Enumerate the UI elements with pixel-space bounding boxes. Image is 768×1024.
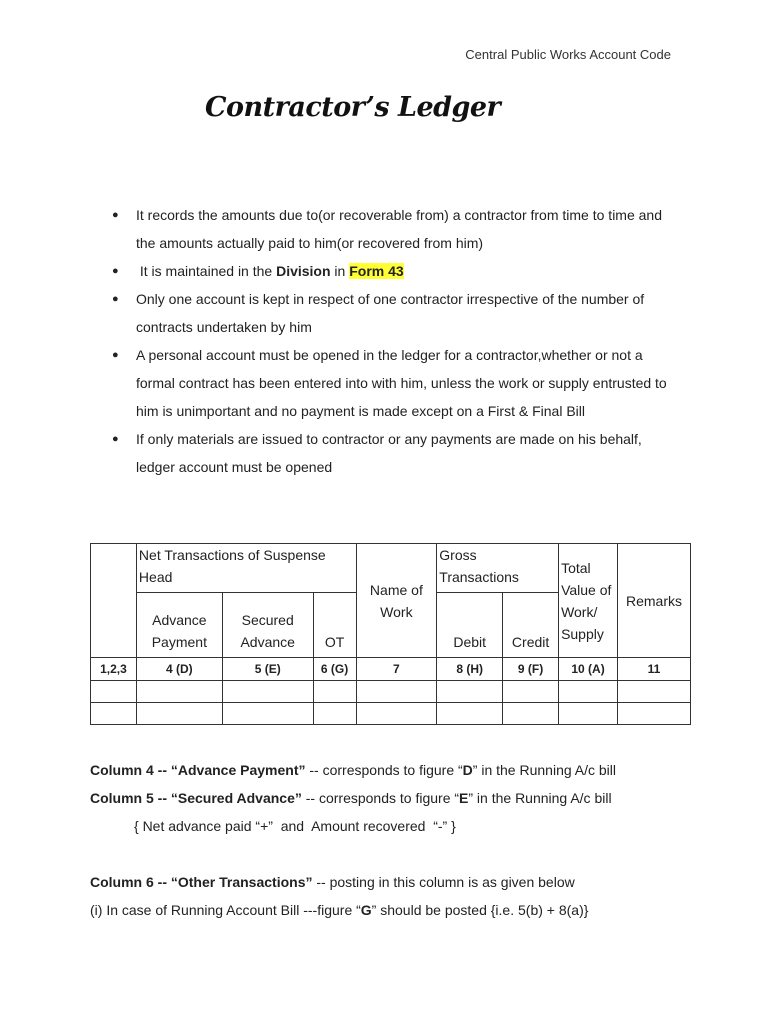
empty-cell	[313, 703, 356, 725]
document-source-header: Central Public Works Account Code	[465, 47, 671, 62]
column-notes	[90, 756, 710, 924]
empty-cell	[618, 681, 691, 703]
note-text: (i) In case of Running Account Bill ---figure “	[90, 902, 361, 918]
header-suspense-group: Net Transactions of Suspense Head	[136, 544, 356, 593]
column-number: 8 (H)	[437, 658, 503, 681]
bullet-text: in	[330, 263, 350, 279]
note-text: ” in the Running A/c bill	[468, 790, 612, 806]
column-number: 10 (A)	[559, 658, 618, 681]
header-credit: Credit	[503, 593, 559, 658]
header-secured-advance: Secured Advance	[222, 593, 313, 658]
note-column-4	[90, 756, 710, 784]
header-debit: Debit	[437, 593, 503, 658]
header-gross-group: Gross Transactions	[437, 544, 559, 593]
page-title: Contractor’s Ledger	[205, 92, 501, 123]
note-label: Column 6 -- “Other Transactions”	[90, 874, 313, 890]
column-number: 9 (F)	[503, 658, 559, 681]
column-number-row	[91, 658, 691, 681]
note-text: -- corresponds to figure “	[305, 762, 463, 778]
empty-cell	[559, 703, 618, 725]
header-total-value: Total Value of Work/ Supply	[559, 544, 618, 658]
table-row	[91, 703, 691, 725]
bullet-text: It records the amounts due to(or recoverable from) a contractor from time to time and the amounts actually paid to him(or recovered from him)	[136, 207, 662, 251]
bullet-list	[112, 201, 682, 481]
note-label: Column 5 -- “Secured Advance”	[90, 790, 302, 806]
column-number: 11	[618, 658, 691, 681]
note-figure: G	[360, 902, 372, 918]
empty-cell	[437, 681, 503, 703]
header-ot: OT	[313, 593, 356, 658]
bullet-text: It is maintained in the	[136, 263, 277, 279]
column-number: 1,2,3	[91, 658, 137, 681]
table-row	[91, 681, 691, 703]
bullet-item	[112, 201, 682, 257]
note-item-1	[90, 896, 710, 924]
header-advance-payment: Advance Payment	[136, 593, 222, 658]
highlighted-form-number: Form 43	[349, 263, 404, 279]
note-text: ” should be posted {i.e. 5(b) + 8(a)}	[371, 902, 589, 918]
bullet-text: A personal account must be opened in the ledger for a contractor,whether or not a formal contract has been entered into with him, unless the work or supply entrusted to him is unimportant and no payment is made except on a First & Final Bill	[136, 347, 667, 419]
empty-cell	[91, 681, 137, 703]
empty-cell	[222, 703, 313, 725]
note-figure: D	[462, 762, 473, 778]
column-number: 5 (E)	[222, 658, 313, 681]
note-text: -- posting in this column is as given below	[312, 874, 575, 890]
empty-cell	[437, 703, 503, 725]
note-label: Column 4 -- “Advance Payment”	[90, 762, 306, 778]
note-text: -- corresponds to figure “	[301, 790, 460, 806]
note-text: ” in the Running A/c bill	[472, 762, 616, 778]
empty-cell	[503, 703, 559, 725]
empty-cell	[356, 681, 437, 703]
header-remarks: Remarks	[618, 544, 691, 658]
column-number: 6 (G)	[313, 658, 356, 681]
empty-cell	[136, 681, 222, 703]
bullet-text: Only one account is kept in respect of one contractor irrespective of the number of contracts undertaken by him	[136, 291, 645, 335]
note-figure: E	[459, 790, 469, 806]
column-number: 7	[356, 658, 437, 681]
empty-cell	[356, 703, 437, 725]
header-name-of-work: Name of Work	[356, 544, 437, 658]
ledger-table	[90, 543, 691, 725]
bullet-item	[112, 425, 682, 481]
empty-cell	[618, 703, 691, 725]
bullet-item	[112, 285, 682, 341]
bullet-item	[112, 257, 682, 285]
empty-cell	[503, 681, 559, 703]
empty-cell	[91, 703, 137, 725]
bullet-text: If only materials are issued to contractor or any payments are made on his behalf, ledger account must be opened	[136, 431, 642, 475]
column-number: 4 (D)	[136, 658, 222, 681]
note-column-5	[90, 784, 710, 812]
empty-cell	[559, 681, 618, 703]
empty-cell	[313, 681, 356, 703]
bullet-item	[112, 341, 682, 425]
empty-cell	[136, 703, 222, 725]
note-column-6	[90, 868, 710, 896]
empty-cell	[222, 681, 313, 703]
note-column-5-sub: { Net advance paid “+” and Amount recovered “-” }	[134, 818, 456, 834]
bold-term-division: Division	[276, 263, 331, 279]
header-cell-blank	[91, 544, 137, 658]
